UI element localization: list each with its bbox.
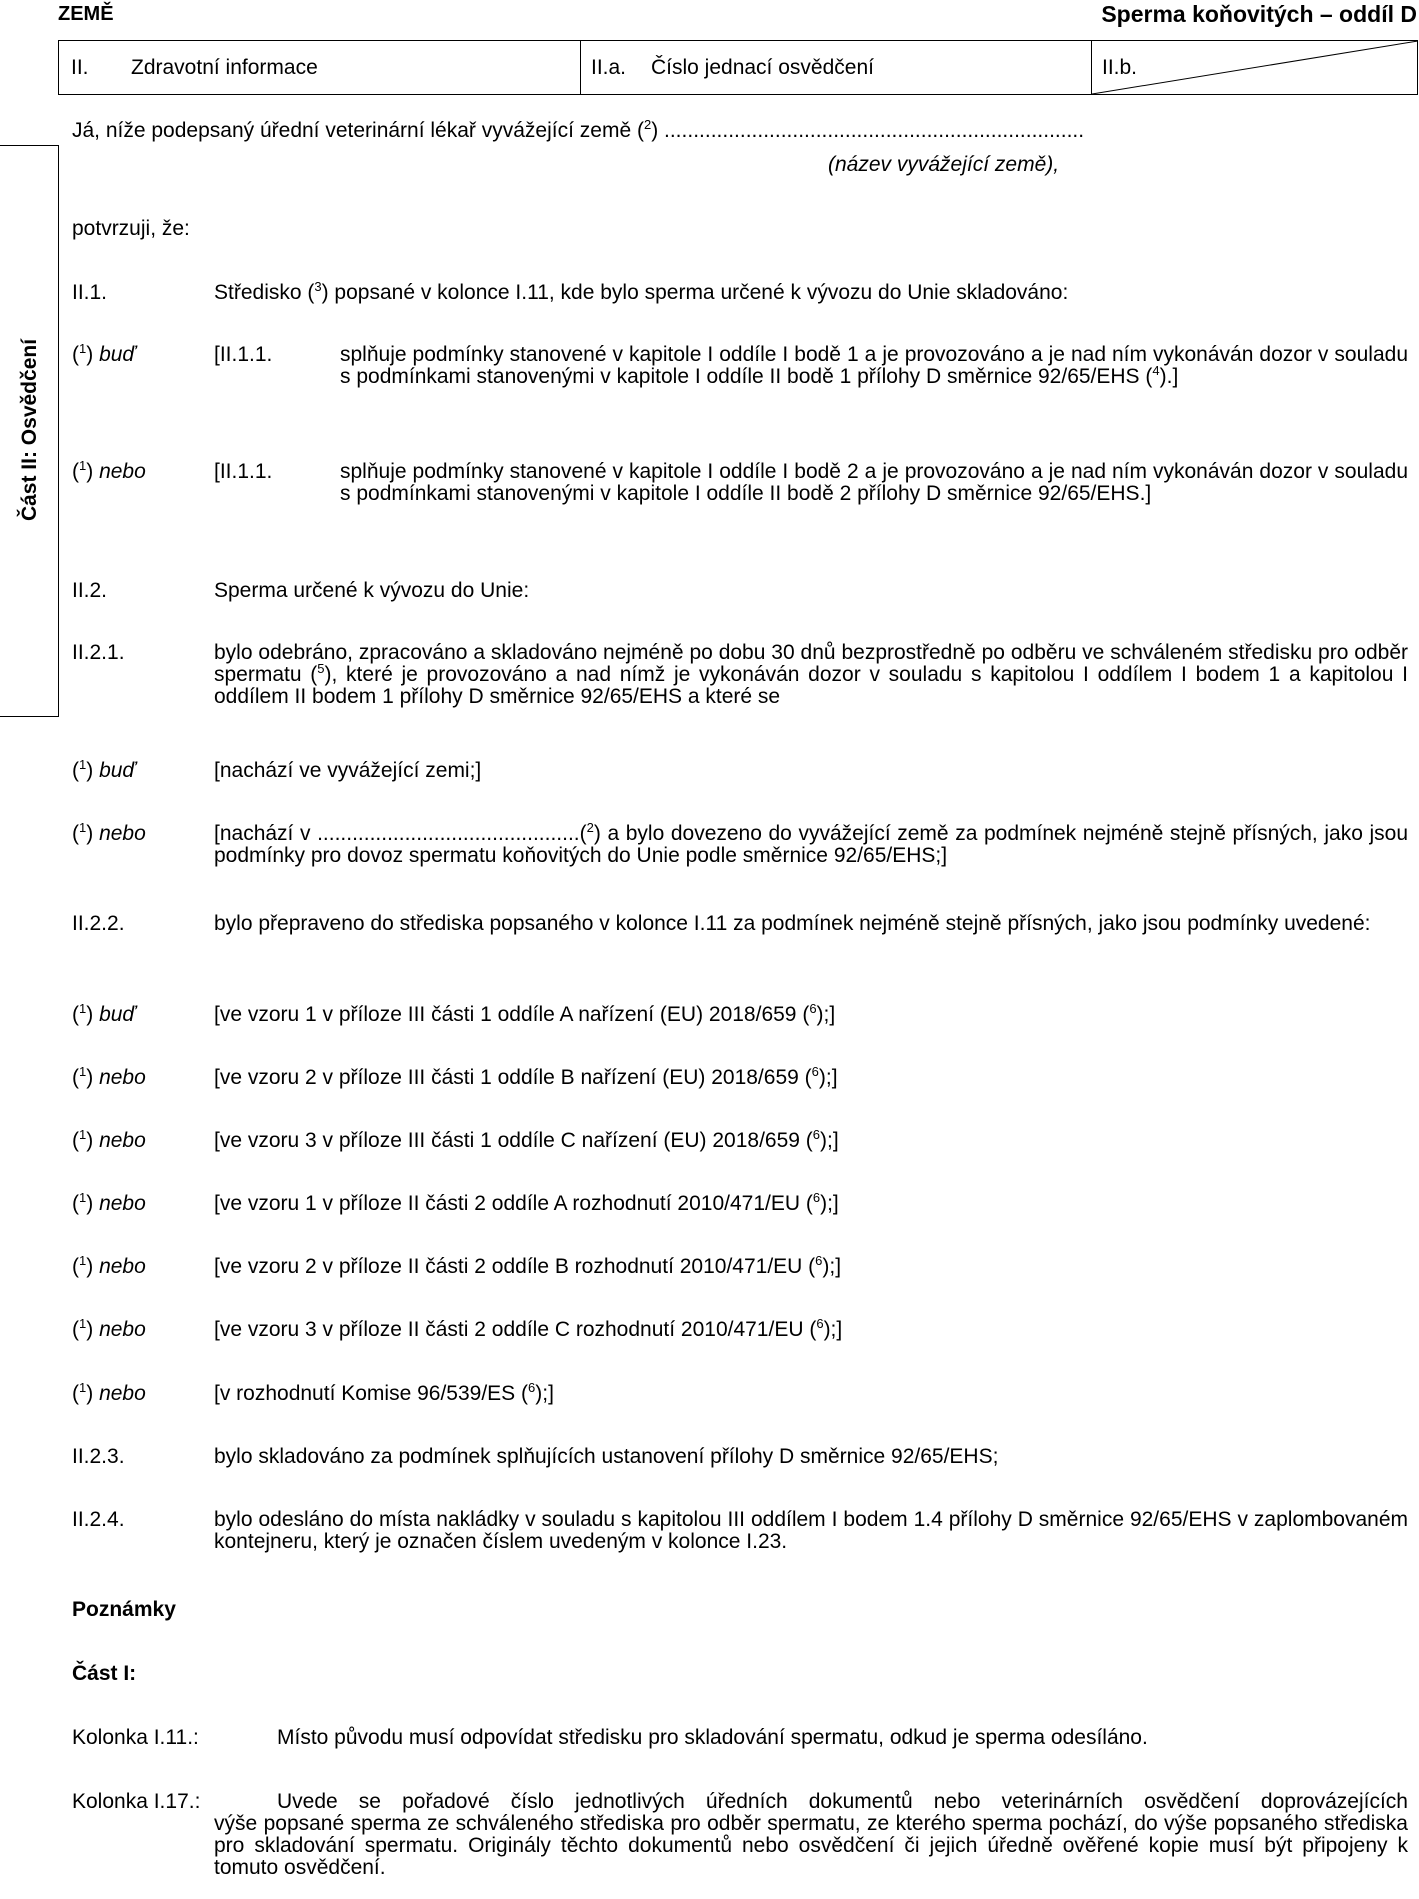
row-text: Sperma určené k vývozu do Unie: [214,579,530,602]
option-text: [ve vzoru 1 v příloze II části 2 oddíle A rozhodnutí 2010/471/EU ($^6$);] [214,1190,839,1215]
option-text: [ve vzoru 2 v příloze II části 2 oddíle B rozhodnutí 2010/471/EU ($^6$);] [214,1253,842,1278]
note-text-continuation: výše popsané sperma ze schváleného střediska pro odběr spermatu, ze kterého sperma pochází, do výše popsaného střediska pro skladování spermatu. Originály těchto dokumentů nebo osvědčení či jejich úředně ověřené kopie musí být připojeny k tomuto osvědčení. [214,1812,1408,1879]
option-text: [v rozhodnutí Komise 96/539/ES ($^6$);] [214,1380,554,1405]
option-marker: ($^1$) nebo [72,1064,146,1089]
note-text: Místo původu musí odpovídat středisku pro skladování spermatu, odkud je sperma odesíláno. [277,1726,1148,1749]
row-number: II.2.2. [72,912,125,935]
notes-heading: Poznámky [72,1598,176,1621]
note-label: Kolonka I.17.: [72,1790,201,1813]
cell-number: II.b. [1102,55,1138,79]
intro-line: Já, níže podepsaný úřední veterinární lékař vyvážející země ($^2$) ........................................................................ [72,117,1085,142]
option-ref: [II.1.1. [214,343,273,366]
cell-label: Zdravotní informace [131,55,318,79]
row-text: Středisko ($^3$) popsané v kolonce I.11, kde bylo sperma určené k vývozu do Unie skladováno: [214,279,1069,304]
option-text: [ve vzoru 1 v příloze III části 1 oddíle A nařízení (EU) 2018/659 ($^6$);] [214,1001,836,1026]
option-marker: ($^1$) nebo [72,1253,146,1278]
row-text: bylo přepraveno do střediska popsaného v kolonce I.11 za podmínek nejméně stejně přísných, jako jsou podmínky uvedené: [214,912,1371,935]
option-text: [nachází ve vyvážející zemi;] [214,759,482,782]
side-section-label: Část II: Osvědčení [18,338,41,522]
option-text: [ve vzoru 3 v příloze II části 2 oddíle C rozhodnutí 2010/471/EU ($^6$);] [214,1316,843,1341]
option-marker: ($^1$) nebo [72,1316,146,1341]
row-number: II.2. [72,579,108,602]
option-marker: ($^1$) nebo [72,1127,146,1152]
form-header-table [58,40,1418,95]
option-ref: [II.1.1. [214,460,273,483]
option-text: [ve vzoru 2 v příloze III části 1 oddíle B nařízení (EU) 2018/659 ($^6$);] [214,1064,838,1089]
row-text: bylo odesláno do místa nakládky v souladu s kapitolou III oddílem I bodem 1.4 přílohy D směrnice 92/65/EHS v zaplombovaném kontejneru, který je označen číslem uvedeným v kolonce I.23. [214,1508,1408,1553]
row-number: II.2.3. [72,1445,125,1468]
row-number: II.2.4. [72,1508,125,1531]
document-title: Sperma koňovitých – oddíl D [1101,1,1417,27]
option-text: splňuje podmínky stanovené v kapitole I oddíle I bodě 1 a je provozováno a je nad ním vykonáván dozor v souladu s podmínkami stanovenými v kapitole I oddíle II bodě 1 přílohy D směrnice 92/65/EHS ($^4$).] [340,343,1408,388]
notes-part-heading: Část I: [72,1662,137,1685]
cell-number: II. [71,55,89,79]
option-text: splňuje podmínky stanovené v kapitole I oddíle I bodě 2 a je provozováno a je nad ním vykonáván dozor v souladu s podmínkami stanovenými v kapitole I oddíle II bodě 2 přílohy D směrnice 92/65/EHS.] [340,460,1408,505]
row-text: bylo skladováno za podmínek splňujících ustanovení přílohy D směrnice 92/65/EHS; [214,1445,999,1468]
option-marker: ($^1$) buď [72,1001,136,1026]
note-text-first-line: Uvede se pořadové číslo jednotlivých úředních dokumentů nebo veterinárních osvědčení doprovázejících [277,1790,1408,1813]
option-text: [nachází v .............................................($^2$) a bylo dovezeno do vyvážející země za podmínek nejméně stejně přísných, jako jsou podmínky pro dovoz spermatu koňovitých do Unie podle směrnice 92/65/EHS;] [214,820,1408,867]
option-marker: ($^1$) nebo [72,1380,146,1405]
option-marker: ($^1$) buď [72,341,136,366]
cell-label: Číslo jednací osvědčení [651,55,874,79]
country-label: ZEMĚ [58,3,114,25]
country-name-caption: (název vyvážející země), [828,153,1060,176]
note-label: Kolonka I.11.: [72,1726,199,1749]
row-text: bylo odebráno, zpracováno a skladováno nejméně po dobu 30 dnů bezprostředně po odběru ve schváleném středisku pro odběr spermatu ($^5$), které je provozováno a nad nímž je vykonáván dozor v souladu s kapitolou I oddílem I bodem 1 a kapitolou I oddílem II bodem 1 přílohy D směrnice 92/65/EHS a které se [214,641,1408,708]
cell-number: II.a. [591,55,627,79]
option-marker: ($^1$) nebo [72,1190,146,1215]
row-number: II.1. [72,281,108,304]
certify-text: potvrzuji, že: [72,217,190,240]
option-text: [ve vzoru 3 v příloze III části 1 oddíle C nařízení (EU) 2018/659 ($^6$);] [214,1127,839,1152]
diagonal-line [1092,41,1418,94]
cell-iib [1092,41,1417,94]
cell-reference-number [581,41,1092,94]
option-marker: ($^1$) nebo [72,458,146,483]
cell-health-info [59,41,581,94]
row-number: II.2.1. [72,641,125,664]
option-marker: ($^1$) nebo [72,820,146,845]
option-marker: ($^1$) buď [72,757,136,782]
